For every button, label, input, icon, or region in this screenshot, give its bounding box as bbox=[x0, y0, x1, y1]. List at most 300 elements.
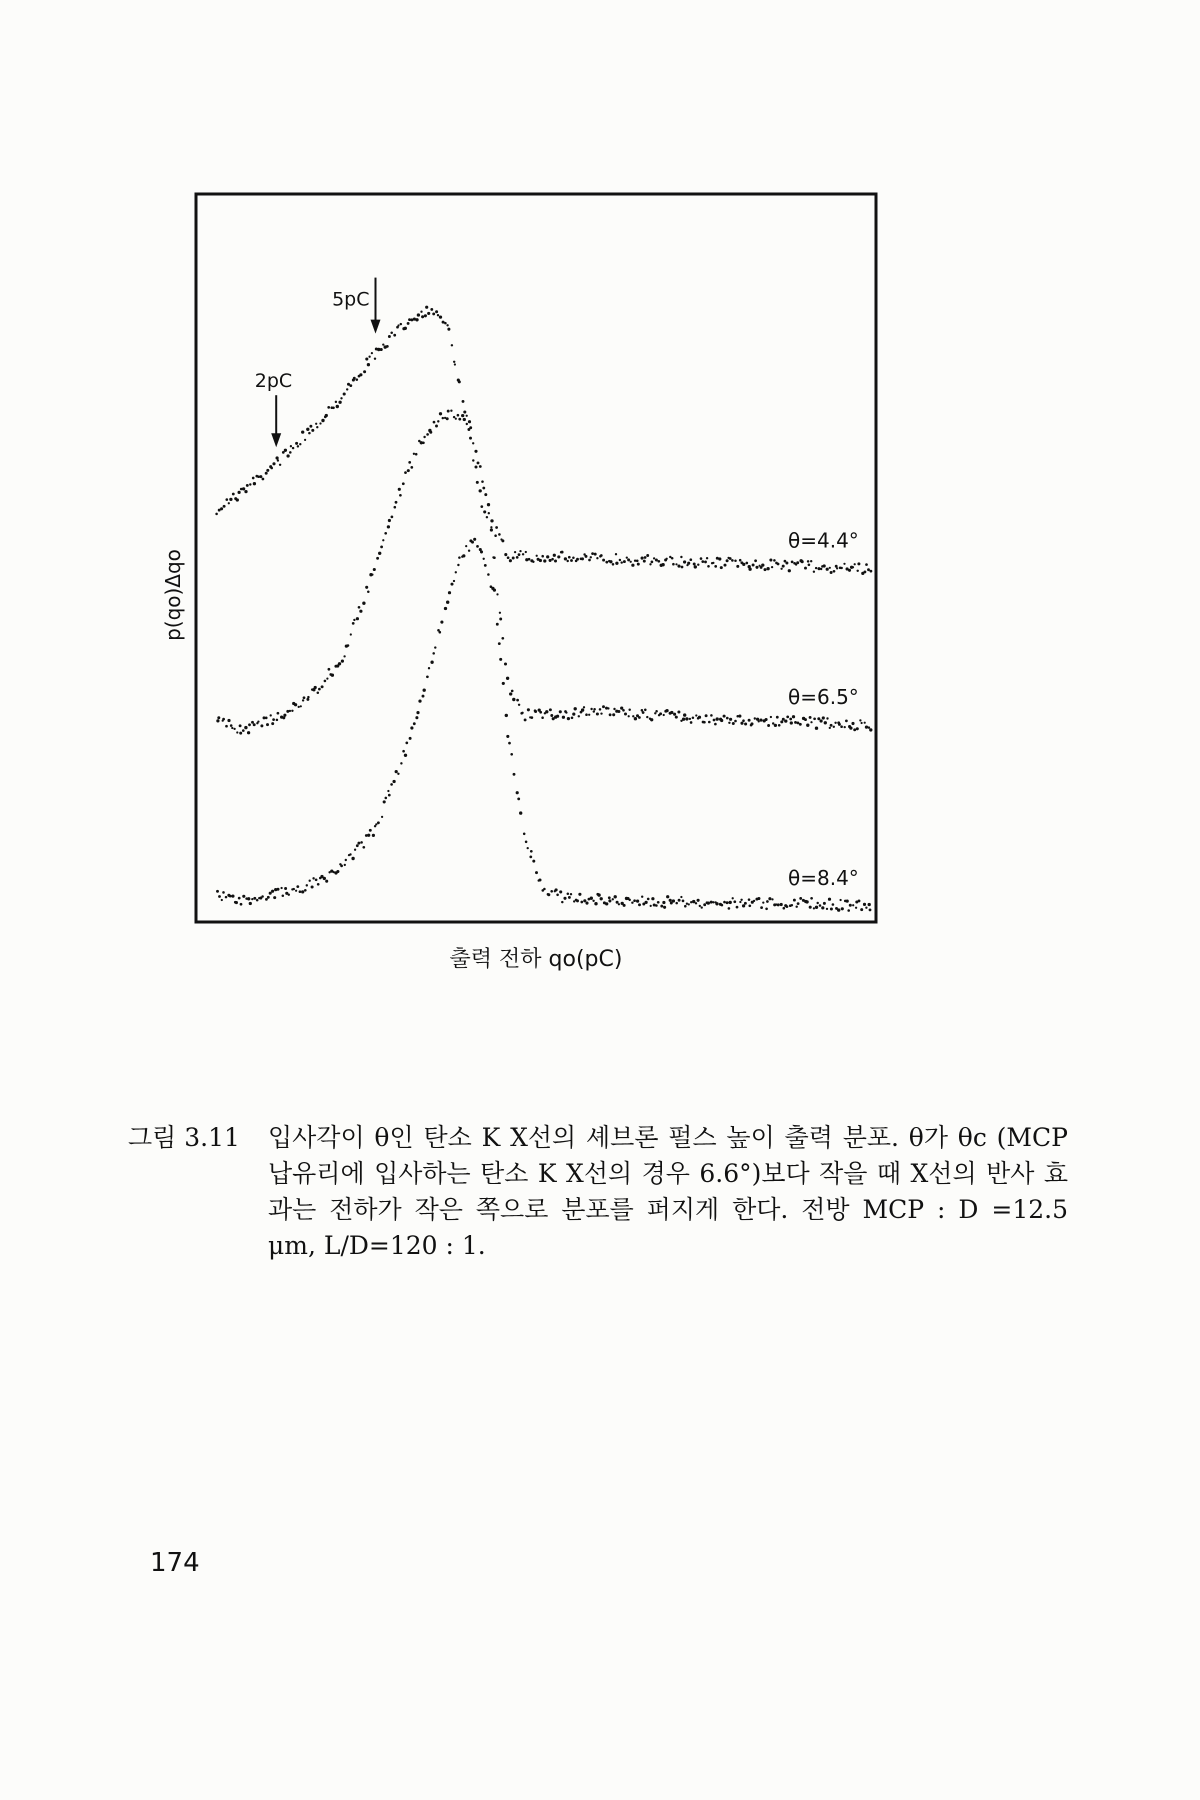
data-point-series-1 bbox=[286, 454, 289, 457]
data-point-series-1 bbox=[415, 318, 418, 321]
data-point-series-3 bbox=[440, 621, 443, 624]
data-point-series-1 bbox=[306, 428, 309, 431]
data-point-series-1 bbox=[454, 363, 456, 365]
data-point-series-2 bbox=[539, 711, 542, 714]
data-point-series-2 bbox=[628, 709, 630, 711]
data-point-series-3 bbox=[357, 842, 360, 845]
data-point-series-2 bbox=[244, 726, 247, 729]
data-point-series-1 bbox=[623, 560, 626, 563]
data-point-series-1 bbox=[644, 556, 647, 559]
data-point-series-1 bbox=[220, 507, 223, 510]
data-point-series-2 bbox=[644, 709, 647, 712]
data-point-series-2 bbox=[527, 708, 530, 711]
data-point-series-2 bbox=[666, 709, 669, 712]
data-point-series-2 bbox=[217, 716, 220, 719]
data-point-series-3 bbox=[423, 689, 426, 692]
data-point-series-1 bbox=[780, 568, 782, 570]
data-point-series-2 bbox=[794, 721, 797, 724]
data-point-series-2 bbox=[455, 418, 457, 420]
data-point-series-1 bbox=[494, 534, 497, 537]
data-point-series-1 bbox=[745, 562, 748, 565]
data-point-series-2 bbox=[512, 698, 515, 701]
data-point-series-2 bbox=[692, 716, 695, 719]
data-point-series-1 bbox=[714, 565, 717, 568]
data-point-series-3 bbox=[388, 794, 391, 797]
data-point-series-3 bbox=[771, 898, 773, 900]
data-point-series-2 bbox=[572, 713, 575, 716]
data-point-series-1 bbox=[564, 557, 567, 560]
data-point-series-2 bbox=[815, 727, 818, 730]
data-point-series-3 bbox=[680, 896, 682, 898]
data-point-series-1 bbox=[290, 445, 292, 447]
data-point-series-1 bbox=[657, 560, 660, 563]
data-point-series-2 bbox=[789, 718, 792, 721]
data-point-series-3 bbox=[487, 573, 490, 576]
data-point-series-3 bbox=[813, 907, 815, 909]
data-point-series-2 bbox=[698, 716, 701, 719]
data-point-series-2 bbox=[524, 718, 527, 721]
data-point-series-3 bbox=[385, 797, 388, 800]
data-point-series-2 bbox=[602, 705, 605, 708]
data-point-series-2 bbox=[792, 715, 795, 718]
data-point-series-1 bbox=[813, 571, 815, 573]
data-point-series-1 bbox=[244, 490, 247, 493]
data-point-series-3 bbox=[786, 905, 789, 908]
data-point-series-1 bbox=[870, 570, 873, 573]
data-point-series-3 bbox=[502, 682, 505, 685]
data-point-series-1 bbox=[854, 563, 856, 565]
data-point-series-3 bbox=[736, 906, 739, 909]
data-point-series-2 bbox=[289, 710, 291, 712]
data-point-series-1 bbox=[483, 510, 486, 513]
data-point-series-1 bbox=[706, 557, 708, 559]
data-point-series-3 bbox=[471, 541, 474, 544]
data-point-series-1 bbox=[444, 322, 447, 325]
data-point-series-2 bbox=[784, 719, 787, 722]
data-point-series-1 bbox=[815, 567, 817, 569]
data-point-series-1 bbox=[270, 467, 273, 470]
data-point-series-1 bbox=[726, 559, 729, 562]
data-point-series-2 bbox=[326, 678, 328, 680]
data-point-series-3 bbox=[605, 902, 608, 905]
data-point-series-1 bbox=[421, 315, 424, 318]
data-point-series-3 bbox=[349, 853, 351, 855]
data-point-series-2 bbox=[324, 680, 327, 683]
data-point-series-2 bbox=[474, 450, 477, 453]
data-point-series-2 bbox=[856, 727, 859, 730]
data-point-series-2 bbox=[272, 718, 275, 721]
data-point-series-2 bbox=[685, 717, 688, 720]
data-point-series-2 bbox=[607, 707, 609, 709]
data-point-series-3 bbox=[576, 899, 579, 902]
data-point-series-1 bbox=[661, 563, 664, 566]
data-point-series-1 bbox=[557, 555, 560, 558]
data-point-series-2 bbox=[231, 727, 233, 729]
data-point-series-1 bbox=[490, 526, 492, 528]
data-point-series-3 bbox=[235, 901, 238, 904]
data-point-series-1 bbox=[591, 552, 594, 555]
data-point-series-1 bbox=[600, 554, 603, 557]
data-point-series-3 bbox=[229, 895, 232, 898]
data-point-series-1 bbox=[439, 315, 442, 318]
data-point-series-1 bbox=[420, 311, 422, 313]
data-point-series-1 bbox=[297, 445, 299, 447]
data-point-series-2 bbox=[758, 720, 760, 722]
data-point-series-2 bbox=[759, 719, 762, 722]
data-point-series-2 bbox=[461, 414, 464, 417]
data-point-series-3 bbox=[498, 642, 501, 645]
data-point-series-2 bbox=[359, 610, 362, 613]
data-point-series-3 bbox=[505, 714, 508, 717]
data-point-series-3 bbox=[832, 903, 835, 906]
data-point-series-2 bbox=[291, 710, 293, 712]
data-point-series-2 bbox=[673, 713, 676, 716]
data-point-series-3 bbox=[641, 896, 643, 898]
data-point-series-3 bbox=[647, 898, 650, 901]
data-point-series-1 bbox=[788, 569, 791, 572]
data-point-series-2 bbox=[479, 465, 482, 468]
data-point-series-1 bbox=[777, 563, 780, 566]
data-point-series-1 bbox=[353, 377, 356, 380]
data-point-series-1 bbox=[246, 484, 249, 487]
data-point-series-3 bbox=[251, 898, 253, 900]
data-point-series-2 bbox=[774, 724, 777, 727]
data-point-series-3 bbox=[666, 895, 669, 898]
data-point-series-3 bbox=[837, 908, 840, 911]
data-point-series-1 bbox=[292, 447, 294, 449]
data-point-series-3 bbox=[650, 905, 652, 907]
data-point-series-3 bbox=[543, 888, 546, 891]
data-point-series-2 bbox=[590, 708, 592, 710]
data-point-series-2 bbox=[353, 619, 355, 621]
data-point-series-3 bbox=[590, 897, 593, 900]
data-point-series-2 bbox=[726, 717, 729, 720]
page-number: 174 bbox=[150, 1548, 200, 1578]
data-point-series-3 bbox=[277, 888, 280, 891]
data-point-series-1 bbox=[495, 526, 498, 529]
data-point-series-2 bbox=[820, 719, 823, 722]
data-point-series-1 bbox=[336, 405, 339, 408]
data-point-series-3 bbox=[633, 899, 636, 902]
data-point-series-2 bbox=[429, 431, 432, 434]
data-point-series-2 bbox=[632, 715, 634, 717]
data-point-series-2 bbox=[265, 717, 268, 720]
data-point-series-3 bbox=[247, 897, 250, 900]
data-point-series-3 bbox=[446, 601, 449, 604]
data-point-series-3 bbox=[529, 856, 532, 859]
data-point-series-2 bbox=[809, 716, 812, 719]
data-point-series-1 bbox=[386, 345, 389, 348]
data-point-series-2 bbox=[239, 724, 242, 727]
data-point-series-2 bbox=[530, 716, 533, 719]
data-point-series-2 bbox=[861, 722, 863, 724]
data-point-series-3 bbox=[304, 889, 307, 892]
data-point-series-1 bbox=[335, 401, 337, 403]
data-point-series-1 bbox=[311, 429, 314, 432]
data-point-series-1 bbox=[680, 556, 682, 558]
data-point-series-1 bbox=[284, 449, 287, 452]
data-point-series-1 bbox=[382, 343, 384, 345]
data-point-series-1 bbox=[400, 323, 402, 325]
data-point-series-1 bbox=[852, 566, 854, 568]
data-point-series-3 bbox=[295, 890, 297, 892]
data-point-series-2 bbox=[302, 699, 304, 701]
data-point-series-1 bbox=[319, 422, 321, 424]
data-point-series-2 bbox=[624, 713, 627, 716]
data-point-series-2 bbox=[407, 469, 410, 472]
data-point-series-2 bbox=[600, 712, 602, 714]
data-point-series-3 bbox=[797, 902, 800, 905]
data-point-series-3 bbox=[828, 898, 831, 901]
data-point-series-3 bbox=[517, 797, 520, 800]
data-point-series-1 bbox=[316, 426, 318, 428]
data-point-series-2 bbox=[446, 417, 449, 420]
data-point-series-1 bbox=[397, 324, 399, 326]
data-point-series-1 bbox=[641, 557, 644, 560]
data-point-series-3 bbox=[628, 899, 630, 901]
data-point-series-3 bbox=[428, 667, 430, 669]
data-point-series-2 bbox=[402, 482, 405, 485]
data-point-series-1 bbox=[215, 513, 218, 516]
data-point-series-2 bbox=[806, 724, 809, 727]
data-point-series-2 bbox=[260, 724, 263, 727]
data-point-series-3 bbox=[418, 699, 421, 702]
data-point-series-1 bbox=[368, 356, 370, 358]
data-point-series-3 bbox=[269, 892, 272, 895]
data-point-series-3 bbox=[777, 903, 780, 906]
data-point-series-3 bbox=[810, 897, 813, 900]
data-point-series-2 bbox=[609, 713, 612, 716]
data-point-series-2 bbox=[822, 716, 825, 719]
data-point-series-1 bbox=[479, 489, 482, 492]
data-point-series-2 bbox=[851, 722, 854, 725]
data-point-series-2 bbox=[487, 503, 490, 506]
data-point-series-2 bbox=[720, 719, 723, 722]
data-point-series-2 bbox=[830, 724, 833, 727]
data-point-series-2 bbox=[545, 710, 548, 713]
chart bbox=[150, 190, 1050, 1110]
data-point-series-2 bbox=[394, 506, 397, 509]
data-point-series-1 bbox=[424, 314, 427, 317]
data-point-series-1 bbox=[536, 555, 538, 557]
data-point-series-2 bbox=[767, 724, 770, 727]
data-point-series-2 bbox=[817, 717, 820, 720]
data-point-series-1 bbox=[504, 553, 507, 556]
data-point-series-2 bbox=[838, 723, 841, 726]
data-point-series-1 bbox=[612, 563, 615, 566]
data-point-series-1 bbox=[566, 560, 568, 562]
data-point-series-2 bbox=[482, 487, 485, 490]
data-point-series-1 bbox=[518, 553, 521, 556]
data-point-series-3 bbox=[699, 905, 701, 907]
x-axis-label: 출력 전하 qo(pC) bbox=[449, 947, 623, 972]
data-point-series-3 bbox=[651, 897, 654, 900]
data-point-series-3 bbox=[858, 899, 861, 902]
data-point-series-2 bbox=[565, 711, 567, 713]
data-point-series-2 bbox=[810, 721, 812, 723]
data-point-series-1 bbox=[308, 432, 311, 435]
data-point-series-2 bbox=[413, 453, 415, 455]
data-point-series-3 bbox=[430, 661, 433, 664]
data-point-series-3 bbox=[780, 903, 783, 906]
data-point-series-3 bbox=[563, 897, 566, 900]
data-point-series-3 bbox=[410, 726, 413, 729]
data-point-series-2 bbox=[321, 685, 324, 688]
data-point-series-3 bbox=[721, 904, 724, 907]
data-point-series-3 bbox=[415, 716, 418, 719]
data-point-series-3 bbox=[669, 899, 672, 902]
data-point-series-1 bbox=[683, 560, 686, 563]
data-point-series-3 bbox=[701, 906, 703, 908]
data-point-series-1 bbox=[755, 566, 758, 569]
data-point-series-1 bbox=[675, 563, 677, 565]
data-point-series-1 bbox=[643, 560, 646, 563]
data-point-series-2 bbox=[642, 711, 645, 714]
data-point-series-1 bbox=[619, 559, 621, 561]
data-point-series-3 bbox=[513, 773, 516, 776]
data-point-series-1 bbox=[404, 327, 407, 330]
data-point-series-3 bbox=[618, 903, 620, 905]
data-point-series-2 bbox=[362, 602, 365, 605]
data-point-series-3 bbox=[483, 558, 485, 560]
data-point-series-1 bbox=[766, 567, 769, 570]
data-point-series-1 bbox=[630, 561, 632, 563]
data-point-series-2 bbox=[750, 722, 753, 725]
data-point-series-1 bbox=[687, 562, 690, 565]
data-point-series-2 bbox=[772, 722, 774, 724]
data-point-series-1 bbox=[480, 505, 483, 508]
data-point-series-3 bbox=[432, 652, 435, 655]
data-point-series-2 bbox=[501, 637, 504, 640]
data-point-series-3 bbox=[306, 884, 308, 886]
data-point-series-2 bbox=[588, 714, 590, 716]
data-point-series-2 bbox=[294, 703, 297, 706]
data-point-series-3 bbox=[315, 878, 318, 881]
data-point-series-3 bbox=[865, 907, 867, 909]
data-point-series-1 bbox=[836, 567, 838, 569]
data-point-series-2 bbox=[373, 568, 376, 571]
data-point-series-2 bbox=[239, 732, 242, 735]
data-point-series-2 bbox=[740, 722, 743, 725]
data-point-series-2 bbox=[534, 710, 537, 713]
data-point-series-2 bbox=[778, 724, 781, 727]
data-point-series-2 bbox=[442, 417, 444, 419]
data-point-series-3 bbox=[535, 871, 538, 874]
data-point-series-3 bbox=[594, 902, 597, 905]
data-point-series-2 bbox=[341, 660, 344, 663]
data-point-series-1 bbox=[782, 565, 785, 568]
data-point-series-1 bbox=[653, 557, 655, 559]
data-point-series-1 bbox=[672, 563, 675, 566]
data-point-series-2 bbox=[395, 501, 398, 504]
data-point-series-1 bbox=[299, 443, 301, 445]
data-point-series-2 bbox=[683, 713, 686, 716]
data-point-series-3 bbox=[623, 904, 626, 907]
data-point-series-2 bbox=[567, 717, 570, 720]
data-point-series-1 bbox=[761, 563, 764, 566]
plot-frame bbox=[196, 194, 876, 922]
data-point-series-1 bbox=[371, 352, 373, 354]
data-point-series-2 bbox=[829, 727, 831, 729]
data-point-series-1 bbox=[437, 314, 439, 316]
data-point-series-3 bbox=[249, 902, 252, 905]
data-point-series-1 bbox=[581, 557, 584, 560]
data-point-series-1 bbox=[249, 483, 251, 485]
data-point-series-2 bbox=[705, 714, 708, 717]
data-point-series-3 bbox=[799, 897, 802, 900]
data-point-series-3 bbox=[453, 580, 455, 582]
data-point-series-3 bbox=[561, 901, 563, 903]
data-point-series-1 bbox=[430, 308, 433, 311]
data-point-series-3 bbox=[323, 877, 326, 880]
data-point-series-3 bbox=[608, 896, 611, 899]
data-point-series-1 bbox=[252, 477, 255, 480]
data-point-series-3 bbox=[823, 902, 826, 905]
data-point-series-3 bbox=[538, 878, 541, 881]
data-point-series-2 bbox=[748, 719, 751, 722]
data-point-series-2 bbox=[663, 714, 665, 716]
data-point-series-3 bbox=[231, 894, 234, 897]
data-point-series-1 bbox=[590, 556, 592, 558]
data-point-series-3 bbox=[597, 893, 600, 896]
figure-number: 그림 3.11 bbox=[128, 1123, 240, 1152]
data-point-series-3 bbox=[715, 902, 718, 905]
data-point-series-3 bbox=[282, 895, 285, 898]
data-point-series-1 bbox=[349, 384, 352, 387]
data-point-series-1 bbox=[262, 478, 265, 481]
data-point-series-1 bbox=[365, 357, 368, 360]
data-point-series-3 bbox=[855, 907, 857, 909]
data-point-series-1 bbox=[474, 465, 477, 468]
data-point-series-1 bbox=[804, 567, 807, 570]
data-point-series-1 bbox=[801, 560, 804, 563]
data-point-series-1 bbox=[223, 505, 226, 508]
data-point-series-2 bbox=[770, 716, 772, 718]
data-point-series-3 bbox=[476, 545, 479, 548]
data-point-series-1 bbox=[522, 553, 524, 555]
data-point-series-3 bbox=[468, 549, 470, 551]
data-point-series-1 bbox=[488, 512, 490, 514]
data-point-series-1 bbox=[723, 564, 726, 567]
data-point-series-2 bbox=[796, 721, 799, 724]
data-point-series-2 bbox=[415, 453, 418, 456]
data-point-series-3 bbox=[567, 893, 570, 896]
data-point-series-2 bbox=[655, 710, 658, 713]
data-point-series-2 bbox=[477, 461, 480, 464]
data-point-series-1 bbox=[498, 533, 501, 536]
data-point-series-1 bbox=[754, 559, 757, 562]
data-point-series-3 bbox=[707, 901, 710, 904]
data-point-series-1 bbox=[516, 556, 519, 559]
data-point-series-2 bbox=[612, 713, 615, 716]
data-point-series-3 bbox=[819, 904, 822, 907]
data-point-series-2 bbox=[437, 420, 439, 422]
data-point-series-3 bbox=[284, 887, 287, 890]
data-point-series-3 bbox=[527, 847, 529, 849]
data-point-series-2 bbox=[453, 416, 455, 418]
data-point-series-2 bbox=[562, 716, 565, 719]
data-point-series-3 bbox=[221, 899, 223, 901]
data-point-series-1 bbox=[771, 566, 773, 568]
data-point-series-3 bbox=[458, 556, 461, 559]
data-point-series-1 bbox=[867, 568, 870, 571]
data-point-series-3 bbox=[360, 841, 363, 844]
data-point-series-2 bbox=[328, 668, 331, 671]
data-point-series-1 bbox=[272, 462, 275, 465]
series-labels bbox=[788, 529, 859, 890]
data-point-series-1 bbox=[649, 563, 651, 565]
data-point-series-3 bbox=[525, 841, 528, 844]
